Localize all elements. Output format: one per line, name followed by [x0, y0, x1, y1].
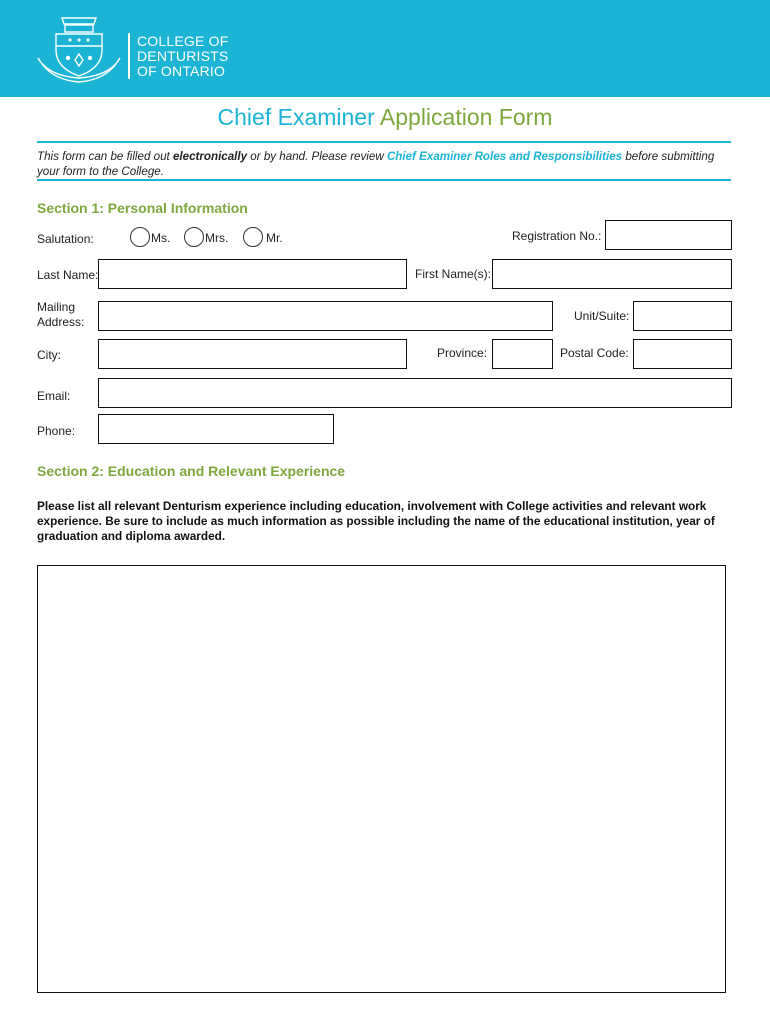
form-title-part2: Application Form	[379, 104, 553, 130]
first-name-input[interactable]	[492, 259, 732, 289]
roles-link[interactable]: Chief Examiner Roles and Responsibilities	[386, 150, 623, 163]
postal-code-input[interactable]	[633, 339, 732, 369]
radio-mr-label: Mr.	[266, 231, 283, 245]
postal-code-label: Postal Code:	[560, 346, 629, 360]
unit-label: Unit/Suite:	[574, 309, 630, 323]
section2-instructions: Please list all relevant Denturism experience including education, involvement with College activities and relevant work experience. Be sure to include as much information as possible including the name of the educational institution, year of graduation and diploma awarded.	[37, 499, 715, 543]
section1-heading: Section 1: Personal Information	[37, 200, 248, 216]
first-name-label: First Name(s):	[415, 267, 491, 281]
city-input[interactable]	[98, 339, 407, 369]
radio-mrs[interactable]	[184, 227, 204, 247]
city-label: City:	[37, 348, 61, 362]
salutation-label: Salutation:	[37, 232, 94, 246]
email-input[interactable]	[98, 378, 732, 408]
province-label: Province:	[437, 346, 488, 360]
last-name-label: Last Name:	[37, 268, 99, 282]
form-title	[0, 104, 770, 131]
header-banner	[0, 0, 770, 97]
org-name-line-3: OF ONTARIO	[137, 63, 226, 79]
registration-input[interactable]	[605, 220, 732, 250]
org-name-line-2: DENTURISTS	[137, 48, 229, 64]
last-name-input[interactable]	[98, 259, 407, 289]
mailing-label-1: Mailing	[37, 300, 76, 314]
mailing-address-input[interactable]	[98, 301, 553, 331]
radio-ms-label: Ms.	[151, 231, 171, 245]
section2-heading: Section 2: Education and Relevant Experience	[37, 463, 346, 479]
radio-mrs-label: Mrs.	[205, 231, 229, 245]
phone-label: Phone:	[37, 424, 76, 438]
registration-label: Registration No.:	[512, 229, 602, 243]
rule-top	[37, 141, 731, 143]
logo-divider	[128, 33, 130, 79]
form-title-part1: Chief Examiner	[217, 104, 375, 130]
rule-bottom	[37, 179, 731, 181]
radio-mr[interactable]	[243, 227, 263, 247]
radio-ms[interactable]	[130, 227, 150, 247]
intro-text: This form can be filled out electronically or by hand. Please review Chief Examiner Roles and Responsibilities before submitting your form to the College.	[37, 150, 715, 178]
email-label: Email:	[37, 389, 71, 403]
mailing-label-2: Address:	[37, 315, 85, 329]
unit-input[interactable]	[633, 301, 732, 331]
phone-input[interactable]	[98, 414, 334, 444]
org-name-line-1: COLLEGE OF	[137, 33, 229, 49]
intro-bold: electronically	[172, 150, 248, 163]
experience-textarea[interactable]	[37, 565, 726, 993]
college-crest-icon	[34, 14, 124, 86]
province-input[interactable]	[492, 339, 553, 369]
